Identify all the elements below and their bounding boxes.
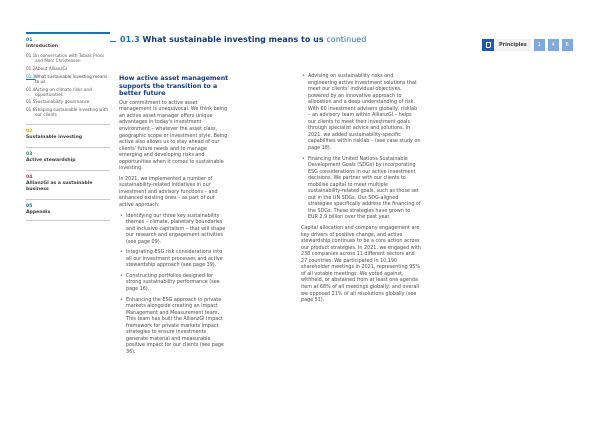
item-label: Sustainability governance bbox=[35, 99, 90, 105]
title-text: What sustainable investing means to us bbox=[142, 35, 324, 44]
sidebar-section-sustainable-business[interactable] bbox=[26, 170, 110, 193]
section-number: 03 bbox=[26, 151, 33, 157]
list-item: • Identifying our three key sustainability themes – climate, planetary boundaries and inclusive capitalism – that will shape our research and engagement activities (see page 09). bbox=[119, 213, 229, 246]
list-item: • Advising on sustainability risks and engineering active investment solutions that meet our clients' individual objectives, powered by an innovative approach to allocation and a deep understanding of risk. With 60 investment advisers globally, risklab – an advisory team within AllianzGI – helps our clients to meet their investment goals through specialist advice and solutions. In 2021, we added sustainability-specific capabilities within risklab – (see case study on page 18). bbox=[301, 73, 421, 152]
subsection-list bbox=[26, 53, 110, 118]
section-number: 04 bbox=[26, 174, 33, 180]
sidebar-item-01-5[interactable] bbox=[26, 99, 110, 104]
paragraph: In 2021, we implemented a number of sustainability-related initiatives in our investment and advisory functions – and enhanced existing ones – as part of our active approach: bbox=[119, 175, 218, 208]
continued-label: continued bbox=[326, 35, 367, 44]
sidebar-item-01-1[interactable] bbox=[26, 53, 110, 63]
principles-book-icon bbox=[482, 39, 494, 51]
section-number: 05 bbox=[26, 203, 33, 209]
item-label: About AllianzGI bbox=[35, 65, 67, 71]
section-title[interactable]: Active stewardship bbox=[26, 157, 76, 163]
section-title[interactable]: AllianzGI as a sustainable business bbox=[26, 180, 93, 192]
section-title[interactable]: Appendix bbox=[26, 209, 51, 215]
principles-badge bbox=[482, 39, 573, 51]
item-number: 01.2 bbox=[26, 65, 36, 71]
section-number: 02 bbox=[26, 128, 33, 134]
sidebar-section-active-stewardship[interactable] bbox=[26, 147, 110, 164]
header-rule bbox=[110, 41, 116, 42]
sidebar-section-sustainable-investing[interactable] bbox=[26, 124, 110, 141]
item-number: 01.1 bbox=[26, 53, 36, 58]
bullet-list bbox=[119, 213, 229, 356]
bullet-list bbox=[301, 73, 421, 221]
section-subheading: How active asset management supports the transition to a better future bbox=[119, 75, 229, 98]
item-number: 01.4 bbox=[26, 86, 36, 92]
list-item: • Integrating ESG risk considerations into all our investment processes and active stewardship approach (see page 39). bbox=[119, 249, 229, 269]
list-item: • Enhancing the ESG approach in private markets alongside creating an Impact Management and Measurement team. This team has built the AllianzGI Impact framework for private markets impact strategies to ensure investments generate material and measurable positive impact for our clients (see page 36). bbox=[119, 297, 229, 356]
principle-4-button[interactable]: 4 bbox=[548, 39, 559, 51]
sidebar-section-introduction[interactable] bbox=[26, 32, 110, 118]
sidebar-item-01-6[interactable] bbox=[26, 107, 110, 117]
sidebar-section-appendix[interactable] bbox=[26, 199, 110, 221]
item-label: Acting on climate risks and opportunities bbox=[35, 86, 92, 97]
sidebar-item-01-3[interactable] bbox=[26, 74, 110, 84]
section-title[interactable]: Sustainable investing bbox=[26, 134, 83, 140]
item-label: What sustainable investing means to us bbox=[35, 73, 108, 84]
item-label: In conversation with Tobias Pross and Marc Christensen bbox=[35, 53, 105, 64]
paragraph: Our commitment to active asset management is unequivocal. We think being an active asset manager offers unique advantages in today's investment environment – whatever the asset class, geographic scope or investment style. Being active also allows us to stay ahead of our clients' future needs and to manage emerging and developing risks and opportunities when it comes to sustainable investing. bbox=[119, 99, 228, 172]
principle-6-button[interactable]: 6 bbox=[562, 39, 573, 51]
principle-1-button[interactable]: 1 bbox=[534, 39, 545, 51]
sidebar-nav bbox=[26, 32, 110, 227]
section-number: 01 bbox=[26, 38, 33, 43]
item-number: 01.3 bbox=[26, 73, 36, 79]
list-item: • Constructing portfolios designed for strong sustainability performance (see page 16). bbox=[119, 273, 229, 293]
left-column bbox=[119, 75, 229, 359]
principles-label: Principles bbox=[495, 39, 531, 51]
page-title bbox=[120, 35, 366, 44]
sidebar-item-01-4[interactable] bbox=[26, 87, 110, 97]
item-number: 01.6 bbox=[26, 107, 36, 113]
sidebar-item-01-2[interactable] bbox=[26, 66, 110, 71]
item-label: Shaping sustainable investing with our clients bbox=[35, 107, 109, 118]
item-number: 01.5 bbox=[26, 99, 36, 105]
paragraph: Capital allocation and company engagement are key drivers of positive change, and active stewardship continues to be a core action across our product strategies. In 2021, we engaged with 238 companies across 11 different sectors and 27 countries. We participated in 10,190 shareholder meetings in 2021, representing 95% of all votable meetings. We voted against, withheld, or abstained from at least one agenda item at 68% of all meetings globally; and overall we opposed 21% of all resolutions globally (see page 51). bbox=[301, 225, 421, 304]
list-item: • Financing the United Nations Sustainable Development Goals (SDGs) by incorporating ESG considerations in our active investment decisions. We partner with our clients to mobilise capital to meet multiple sustainability-related goals, such as those set out in the UN SDGs. Our SDG-aligned strategies specifically address the financing of the SDGs. These strategies have grown to EUR 2.9 billion over the past year. bbox=[301, 156, 421, 221]
right-column bbox=[301, 73, 421, 308]
section-number: 01.3 bbox=[120, 35, 140, 44]
section-title[interactable]: Introduction bbox=[26, 44, 59, 49]
